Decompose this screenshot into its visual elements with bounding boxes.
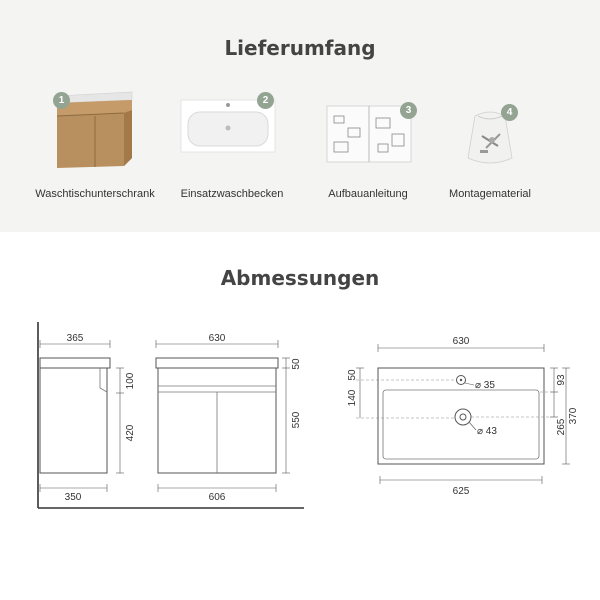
scope-title: Lieferumfang: [224, 36, 376, 60]
manual-icon: [298, 88, 438, 188]
item-number-badge: 3: [400, 102, 417, 119]
hardware-bag-icon: [420, 88, 560, 188]
basin-width-top-label: 630: [452, 336, 470, 347]
scope-item-hardware: [420, 88, 560, 208]
vanity-cabinet-icon: [25, 88, 165, 188]
scope-item-cabinet: [25, 88, 165, 208]
side-width-top-label: 365: [66, 333, 84, 344]
item-number-badge: 4: [501, 104, 518, 121]
basin-left-inner-label: 140: [347, 389, 358, 407]
basin-right-total-label: 370: [568, 407, 579, 425]
front-view-drawing: [156, 333, 302, 503]
basin-right-top-label: 93: [556, 374, 567, 386]
scope-of-delivery-section: [0, 0, 600, 232]
item-label: Aufbauanleitung: [328, 188, 408, 200]
washbasin-icon: [162, 88, 302, 188]
side-width-bottom-label: 350: [64, 492, 82, 503]
basin-width-bottom-label: 625: [452, 486, 470, 497]
basin-top-view-drawing: [347, 336, 579, 497]
item-label: Einsatzwaschbecken: [180, 188, 284, 200]
front-total-height-label: 550: [291, 411, 302, 429]
basin-left-offset-label: 50: [347, 369, 358, 381]
side-basin-height-label: 100: [125, 372, 136, 390]
item-label: Montagematerial: [449, 188, 531, 200]
scope-item-manual: [298, 88, 438, 208]
item-number-badge: 1: [53, 92, 70, 109]
item-label: Waschtischunterschrank: [35, 188, 155, 200]
dimensions-title: Abmessungen: [220, 266, 380, 290]
tap-hole-label: ⌀ 35: [475, 380, 495, 391]
basin-right-inner-label: 265: [556, 418, 567, 436]
front-width-bottom-label: 606: [208, 492, 226, 503]
scope-item-washbasin: [162, 88, 302, 208]
side-view-drawing: [38, 322, 304, 508]
drain-hole-label: ⌀ 43: [477, 426, 497, 437]
front-width-top-label: 630: [208, 333, 226, 344]
side-body-height-label: 420: [125, 424, 136, 442]
item-number-badge: 2: [257, 92, 274, 109]
dimension-drawings: [0, 300, 600, 530]
front-top-height-label: 50: [291, 358, 302, 370]
